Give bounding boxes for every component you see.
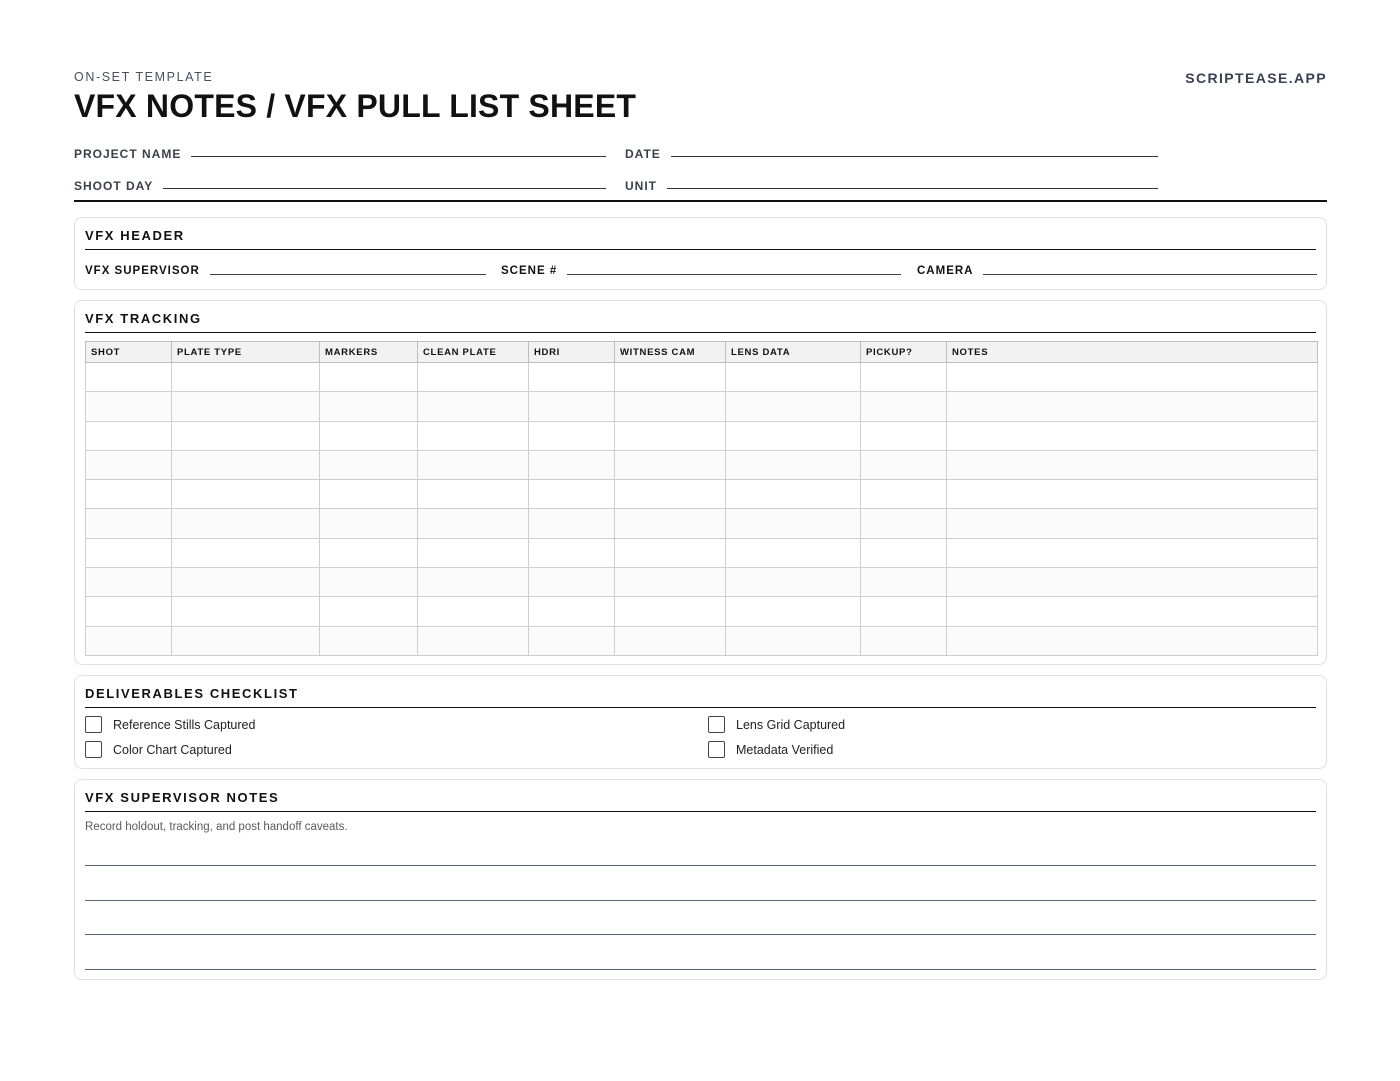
vfx-tracking-table	[85, 341, 1318, 656]
table-cell[interactable]	[861, 568, 947, 597]
project-name-line[interactable]	[191, 156, 606, 157]
table-row	[86, 538, 1318, 567]
table-cell[interactable]	[172, 538, 320, 567]
project-name-label: PROJECT NAME	[74, 147, 182, 161]
table-cell[interactable]	[947, 450, 1318, 479]
table-cell[interactable]	[529, 626, 615, 655]
table-cell[interactable]	[726, 509, 861, 538]
table-cell[interactable]	[320, 568, 418, 597]
table-cell[interactable]	[86, 626, 172, 655]
table-cell[interactable]	[947, 509, 1318, 538]
table-cell[interactable]	[86, 421, 172, 450]
table-cell[interactable]	[86, 363, 172, 392]
camera-label: CAMERA	[917, 265, 974, 277]
checklist-item-lens-grid[interactable]	[708, 716, 845, 733]
checklist-item-color-chart[interactable]	[85, 741, 232, 758]
vfx-header-rule	[85, 249, 1316, 250]
table-row	[86, 450, 1318, 479]
table-cell[interactable]	[86, 392, 172, 421]
date-line[interactable]	[671, 156, 1158, 157]
supervisor-notes-title: VFX SUPERVISOR NOTES	[85, 790, 280, 805]
col-header-plate-type: PLATE TYPE	[172, 342, 320, 363]
table-cell[interactable]	[172, 626, 320, 655]
table-cell[interactable]	[86, 538, 172, 567]
scene-line[interactable]	[567, 274, 901, 275]
table-cell[interactable]	[615, 626, 726, 655]
unit-field[interactable]	[625, 174, 1158, 194]
table-cell[interactable]	[418, 450, 529, 479]
table-cell[interactable]	[861, 597, 947, 626]
header-divider	[74, 200, 1327, 202]
table-cell[interactable]	[615, 480, 726, 509]
table-cell[interactable]	[726, 392, 861, 421]
table-cell[interactable]	[615, 450, 726, 479]
note-line[interactable]	[85, 900, 1316, 901]
note-line[interactable]	[85, 934, 1316, 935]
table-cell[interactable]	[947, 421, 1318, 450]
project-name-field[interactable]	[74, 142, 606, 162]
table-cell[interactable]	[861, 421, 947, 450]
table-cell[interactable]	[947, 626, 1318, 655]
table-cell[interactable]	[726, 538, 861, 567]
table-cell[interactable]	[320, 538, 418, 567]
table-cell[interactable]	[529, 509, 615, 538]
shoot-day-line[interactable]	[163, 188, 606, 189]
table-cell[interactable]	[861, 509, 947, 538]
table-cell[interactable]	[529, 568, 615, 597]
col-header-markers: MARKERS	[320, 342, 418, 363]
table-cell[interactable]	[418, 626, 529, 655]
table-cell[interactable]	[947, 480, 1318, 509]
checklist-item-metadata[interactable]	[708, 741, 833, 758]
table-row	[86, 626, 1318, 655]
checklist-label: Metadata Verified	[736, 742, 834, 757]
table-cell[interactable]	[615, 597, 726, 626]
vfx-tracking-rule	[85, 332, 1316, 333]
table-cell[interactable]	[86, 480, 172, 509]
checklist-item-reference-stills[interactable]	[85, 716, 255, 733]
table-cell[interactable]	[172, 450, 320, 479]
table-cell[interactable]	[418, 509, 529, 538]
table-cell[interactable]	[172, 480, 320, 509]
checkbox[interactable]	[708, 716, 725, 733]
table-cell[interactable]	[615, 509, 726, 538]
table-cell[interactable]	[172, 421, 320, 450]
col-header-lens-data: LENS DATA	[726, 342, 861, 363]
date-label: DATE	[625, 147, 661, 161]
table-cell[interactable]	[418, 480, 529, 509]
table-cell[interactable]	[726, 626, 861, 655]
table-row	[86, 509, 1318, 538]
table-cell[interactable]	[320, 450, 418, 479]
checkbox[interactable]	[708, 741, 725, 758]
table-cell[interactable]	[86, 568, 172, 597]
template-eyebrow: ON-SET TEMPLATE	[74, 70, 214, 84]
table-cell[interactable]	[947, 538, 1318, 567]
vfx-tracking-title: VFX TRACKING	[85, 311, 202, 326]
table-cell[interactable]	[726, 363, 861, 392]
checkbox[interactable]	[85, 716, 102, 733]
table-cell[interactable]	[86, 509, 172, 538]
table-cell[interactable]	[418, 568, 529, 597]
checklist-label: Color Chart Captured	[113, 742, 232, 757]
table-cell[interactable]	[418, 421, 529, 450]
table-cell[interactable]	[947, 392, 1318, 421]
table-cell[interactable]	[86, 450, 172, 479]
table-cell[interactable]	[418, 392, 529, 421]
table-cell[interactable]	[418, 363, 529, 392]
unit-label: UNIT	[625, 179, 657, 193]
table-cell[interactable]	[861, 626, 947, 655]
table-row	[86, 480, 1318, 509]
vfx-supervisor-label: VFX SUPERVISOR	[85, 265, 200, 277]
shoot-day-label: SHOOT DAY	[74, 179, 154, 193]
table-cell[interactable]	[861, 450, 947, 479]
note-line[interactable]	[85, 969, 1316, 970]
table-cell[interactable]	[615, 421, 726, 450]
vfx-supervisor-field[interactable]	[85, 265, 486, 277]
table-header-row	[86, 342, 1318, 363]
vfx-tracking-card	[74, 300, 1327, 665]
table-cell[interactable]	[615, 568, 726, 597]
shoot-day-field[interactable]	[74, 174, 606, 194]
col-header-pickup: PICKUP?	[861, 342, 947, 363]
table-cell[interactable]	[947, 597, 1318, 626]
table-row	[86, 421, 1318, 450]
table-cell[interactable]	[172, 509, 320, 538]
note-line[interactable]	[85, 865, 1316, 866]
scene-field[interactable]	[501, 265, 901, 277]
checklist-label: Reference Stills Captured	[113, 717, 256, 732]
table-cell[interactable]	[172, 363, 320, 392]
table-cell[interactable]	[726, 597, 861, 626]
table-cell[interactable]	[172, 597, 320, 626]
deliverables-rule	[85, 707, 1316, 708]
table-cell[interactable]	[320, 626, 418, 655]
camera-line[interactable]	[983, 274, 1317, 275]
table-cell[interactable]	[861, 363, 947, 392]
table-cell[interactable]	[529, 392, 615, 421]
table-cell[interactable]	[172, 568, 320, 597]
table-cell[interactable]	[86, 597, 172, 626]
brand-link[interactable]: SCRIPTEASE.APP	[1185, 70, 1327, 86]
vfx-supervisor-line[interactable]	[210, 274, 486, 275]
checklist-label: Lens Grid Captured	[736, 717, 846, 732]
notes-hint: Record holdout, tracking, and post handoff caveats.	[85, 821, 348, 833]
table-cell[interactable]	[172, 392, 320, 421]
deliverables-card	[74, 675, 1327, 769]
table-cell[interactable]	[529, 538, 615, 567]
table-cell[interactable]	[418, 538, 529, 567]
vfx-header-title: VFX HEADER	[85, 228, 185, 243]
scene-label: SCENE #	[501, 265, 558, 277]
col-header-witness-cam: WITNESS CAM	[615, 342, 726, 363]
table-cell[interactable]	[861, 392, 947, 421]
deliverables-title: DELIVERABLES CHECKLIST	[85, 686, 299, 701]
table-cell[interactable]	[529, 421, 615, 450]
col-header-clean-plate: CLEAN PLATE	[418, 342, 529, 363]
table-row	[86, 392, 1318, 421]
table-cell[interactable]	[947, 363, 1318, 392]
table-cell[interactable]	[615, 363, 726, 392]
table-cell[interactable]	[726, 568, 861, 597]
col-header-hdri: HDRI	[529, 342, 615, 363]
table-cell[interactable]	[529, 597, 615, 626]
table-row	[86, 568, 1318, 597]
table-cell[interactable]	[529, 450, 615, 479]
table-cell[interactable]	[418, 597, 529, 626]
table-cell[interactable]	[726, 421, 861, 450]
table-cell[interactable]	[320, 597, 418, 626]
table-cell[interactable]	[726, 480, 861, 509]
table-cell[interactable]	[529, 480, 615, 509]
checkbox[interactable]	[85, 741, 102, 758]
table-row	[86, 597, 1318, 626]
table-cell[interactable]	[615, 392, 726, 421]
supervisor-notes-card	[74, 779, 1327, 980]
table-row	[86, 363, 1318, 392]
unit-line[interactable]	[667, 188, 1158, 189]
table-cell[interactable]	[320, 421, 418, 450]
table-cell[interactable]	[320, 509, 418, 538]
table-cell[interactable]	[615, 538, 726, 567]
col-header-shot: SHOT	[86, 342, 172, 363]
col-header-notes: NOTES	[947, 342, 1318, 363]
table-cell[interactable]	[726, 450, 861, 479]
table-body	[86, 363, 1318, 656]
supervisor-notes-rule	[85, 811, 1316, 812]
camera-field[interactable]	[917, 265, 1317, 277]
table-cell[interactable]	[947, 568, 1318, 597]
table-cell[interactable]	[861, 538, 947, 567]
table-cell[interactable]	[529, 363, 615, 392]
table-cell[interactable]	[320, 392, 418, 421]
table-cell[interactable]	[320, 480, 418, 509]
page-title: VFX NOTES / VFX PULL LIST SHEET	[74, 88, 637, 124]
date-field[interactable]	[625, 142, 1158, 162]
table-cell[interactable]	[861, 480, 947, 509]
table-cell[interactable]	[320, 363, 418, 392]
vfx-header-card	[74, 217, 1327, 290]
